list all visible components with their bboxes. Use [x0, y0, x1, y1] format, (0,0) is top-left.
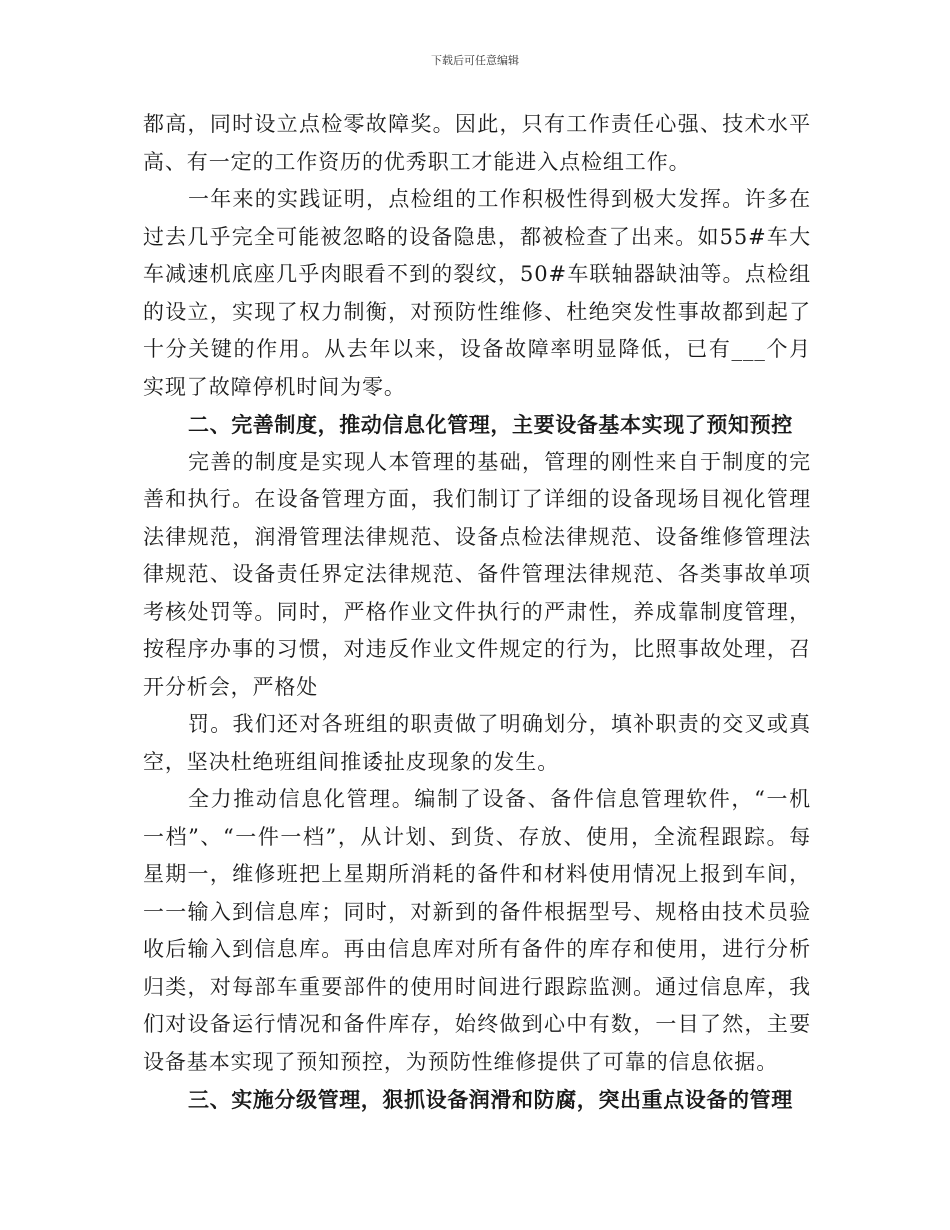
paragraph-inspection-results: 一年来的实践证明，点检组的工作积极性得到极大发挥。许多在过去几乎完全可能被忽略的设备隐患，都被检查了出来。如55#车大车减速机底座几乎肉眼看不到的裂纹，50#车联轴器缺油等。点检组的设立，实现了权力制衡，对预防性维修、杜绝突发性事故都到起了十分关键的作用。从去年以来，设备故障率明显降低，已有___个月实现了故障停机时间为零。: [143, 187, 811, 399]
section-heading-3: 三、实施分级管理，狠抓设备润滑和防腐，突出重点设备的管理: [188, 1087, 793, 1112]
document-body: [143, 106, 811, 1119]
paragraph-continued: 都高，同时设立点检零故障奖。因此，只有工作责任心强、技术水平高、有一定的工作资历的优秀职工才能进入点检组工作。: [143, 112, 811, 174]
section-heading-2: 二、完善制度，推动信息化管理，主要设备基本实现了预知预控: [188, 412, 793, 437]
paragraph-responsibilities: 罚。我们还对各班组的职责做了明确划分，填补职责的交叉或真空，坚决杜绝班组间推诿扯皮现象的发生。: [143, 712, 811, 774]
page-header: 下载后可任意编辑: [431, 54, 519, 67]
paragraph-rules: 完善的制度是实现人本管理的基础，管理的刚性来自于制度的完善和执行。在设备管理方面，我们制订了详细的设备现场目视化管理法律规范，润滑管理法律规范、设备点检法律规范、设备维修管理法律规范、设备责任界定法律规范、备件管理法律规范、各类事故单项考核处罚等。同时，严格作业文件执行的严肃性，养成靠制度管理，按程序办事的习惯，对违反作业文件规定的行为，比照事故处理，召开分析会，严格处: [143, 449, 811, 699]
paragraph-information-management: 全力推动信息化管理。编制了设备、备件信息管理软件，“一机一档”、“一件一档”，从计划、到货、存放、使用，全流程跟踪。每星期一，维修班把上星期所消耗的备件和材料使用情况上报到车间，一一输入到信息库；同时，对新到的备件根据型号、规格由技术员验收后输入到信息库。再由信息库对所有备件的库存和使用，进行分析归类，对每部车重要部件的使用时间进行跟踪监测。通过信息库，我们对设备运行情况和备件库存，始终做到心中有数，一目了然，主要设备基本实现了预知预控，为预防性维修提供了可靠的信息依据。: [143, 787, 811, 1074]
